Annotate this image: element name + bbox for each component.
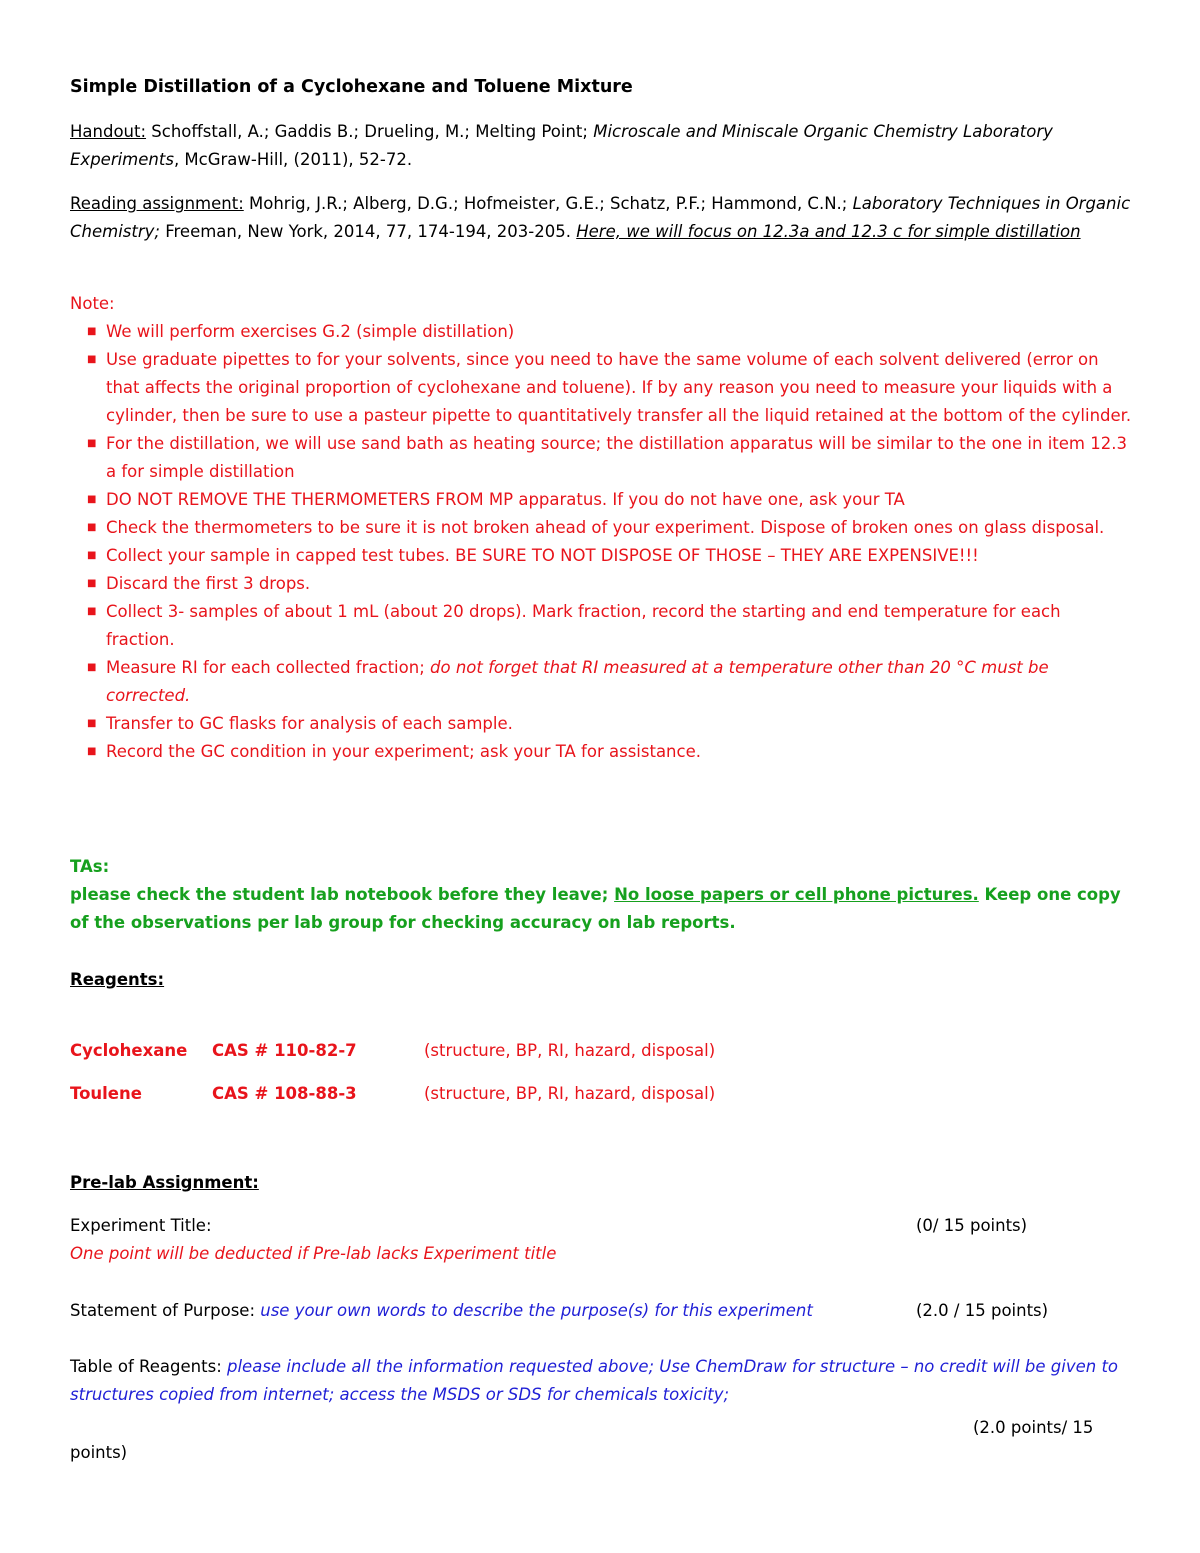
experiment-title-points: (0/ 15 points) xyxy=(916,1216,1028,1235)
reagent-name: Toulene xyxy=(70,1084,142,1103)
note-item xyxy=(70,514,1132,542)
bullet-icon: ■ xyxy=(87,494,97,505)
reagent-row xyxy=(70,1037,1132,1065)
tas-instructions xyxy=(70,881,1132,937)
bullet-icon: ■ xyxy=(87,354,97,365)
note-item xyxy=(70,654,1132,710)
note-text: Use graduate pipettes to for your solvents, since you need to have the same volume of each solvent delivered (error on that affects the original proportion of cyclohexane and toluene). If by any reason you need to measure your liquids with a cylinder, then be sure to use a pasteur pipette to quantitatively transfer all the liquid retained at the bottom of the cylinder. xyxy=(106,350,1132,425)
note-text: Measure RI for each collected fraction; xyxy=(106,658,430,677)
note-text: Discard the first 3 drops. xyxy=(106,574,311,593)
reagent-cas: CAS # 108-88-3 xyxy=(212,1084,357,1103)
bullet-icon: ■ xyxy=(87,718,97,729)
note-item xyxy=(70,738,1132,766)
bullet-icon: ■ xyxy=(87,578,97,589)
reading-authors: Mohrig, J.R.; Alberg, D.G.; Hofmeister, G.E.; Schatz, P.F.; Hammond, C.N.; xyxy=(243,194,853,213)
tas-text-2: Keep one copy of the observations per lab group for checking accuracy on lab reports. xyxy=(70,885,1121,932)
tas-warning: No loose papers or cell phone pictures. xyxy=(614,885,979,904)
reading-book-title: Laboratory Techniques in Organic Chemistry; xyxy=(70,194,1131,241)
prelab-heading: Pre-lab Assignment: xyxy=(70,1173,259,1192)
handout-label: Handout: xyxy=(70,122,147,141)
table-points: (2.0 points/ 15 xyxy=(973,1418,1094,1437)
reagent-name: Cyclohexane xyxy=(70,1041,188,1060)
table-of-reagents xyxy=(70,1353,1132,1409)
bullet-icon: ■ xyxy=(87,662,97,673)
note-item xyxy=(70,318,1132,346)
table-note: please include all the information requested above; Use ChemDraw for structure – no credit will be given to structures copied from internet; access the MSDS or SDS for chemicals toxicity; xyxy=(70,1357,1119,1404)
note-item xyxy=(70,346,1132,430)
note-label: Note: xyxy=(70,294,115,313)
note-item xyxy=(70,710,1132,738)
note-text: For the distillation, we will use sand bath as heating source; the distillation apparatus will be similar to the one in item 12.3 a for simple distillation xyxy=(106,434,1127,481)
reagent-cas: CAS # 110-82-7 xyxy=(212,1041,357,1060)
handout-book-title: Microscale and Miniscale Organic Chemistry Laboratory Experiments xyxy=(70,122,1053,169)
purpose-points: (2.0 / 15 points) xyxy=(916,1301,1049,1320)
note-text: Collect 3- samples of about 1 mL (about 20 drops). Mark fraction, record the starting and end temperature for each fraction. xyxy=(106,602,1061,649)
bullet-icon: ■ xyxy=(87,522,97,533)
reagent-row xyxy=(70,1080,1132,1108)
reading-label: Reading assignment: xyxy=(70,194,244,213)
handout-publisher: , McGraw-Hill, (2011), 52-72. xyxy=(173,150,413,169)
table-points-continued: points) xyxy=(70,1443,128,1462)
experiment-title-label: Experiment Title: xyxy=(70,1216,212,1235)
tas-label: TAs: xyxy=(70,857,110,876)
reagents-heading: Reagents: xyxy=(70,970,165,989)
note-text: Collect your sample in capped test tubes. BE SURE TO NOT DISPOSE OF THOSE – THEY ARE EXPENSIVE!!! xyxy=(106,546,979,565)
reading-assignment xyxy=(70,190,1132,246)
note-text: Record the GC condition in your experiment; ask your TA for assistance. xyxy=(106,742,701,761)
note-text: We will perform exercises G.2 (simple distillation) xyxy=(106,322,515,341)
reagent-info: (structure, BP, RI, hazard, disposal) xyxy=(424,1041,716,1060)
purpose-label: Statement of Purpose: xyxy=(70,1301,261,1320)
reading-focus: Here, we will focus on 12.3a and 12.3 c for simple distillation xyxy=(576,222,1081,241)
document-title: Simple Distillation of a Cyclohexane and Toluene Mixture xyxy=(70,77,633,97)
tas-text: please check the student lab notebook before they leave; xyxy=(70,885,615,904)
note-item xyxy=(70,486,1132,514)
note-item xyxy=(70,430,1132,486)
table-label: Table of Reagents: xyxy=(70,1357,227,1376)
reagent-info: (structure, BP, RI, hazard, disposal) xyxy=(424,1084,716,1103)
purpose-note: use your own words to describe the purpose(s) for this experiment xyxy=(260,1301,813,1320)
handout-citation xyxy=(70,118,1132,174)
note-item xyxy=(70,598,1132,654)
handout-text: Schoffstall, A.; Gaddis B.; Drueling, M.; Melting Point; xyxy=(146,122,594,141)
bullet-icon: ■ xyxy=(87,438,97,449)
notes-list xyxy=(70,318,1132,766)
note-text: DO NOT REMOVE THE THERMOMETERS FROM MP apparatus. If you do not have one, ask your TA xyxy=(106,490,905,509)
note-text: Transfer to GC flasks for analysis of each sample. xyxy=(106,714,513,733)
note-item xyxy=(70,542,1132,570)
bullet-icon: ■ xyxy=(87,550,97,561)
bullet-icon: ■ xyxy=(87,606,97,617)
note-text: Check the thermometers to be sure it is not broken ahead of your experiment. Dispose of broken ones on glass disposal. xyxy=(106,518,1105,537)
reading-publisher: Freeman, New York, 2014, 77, 174-194, 203-205. xyxy=(159,222,577,241)
note-italic-text: do not forget that RI measured at a temperature other than 20 °C must be corrected. xyxy=(106,658,1049,705)
note-item xyxy=(70,570,1132,598)
experiment-title-note: One point will be deducted if Pre-lab lacks Experiment title xyxy=(70,1244,557,1263)
bullet-icon: ■ xyxy=(87,746,97,757)
bullet-icon: ■ xyxy=(87,326,97,337)
